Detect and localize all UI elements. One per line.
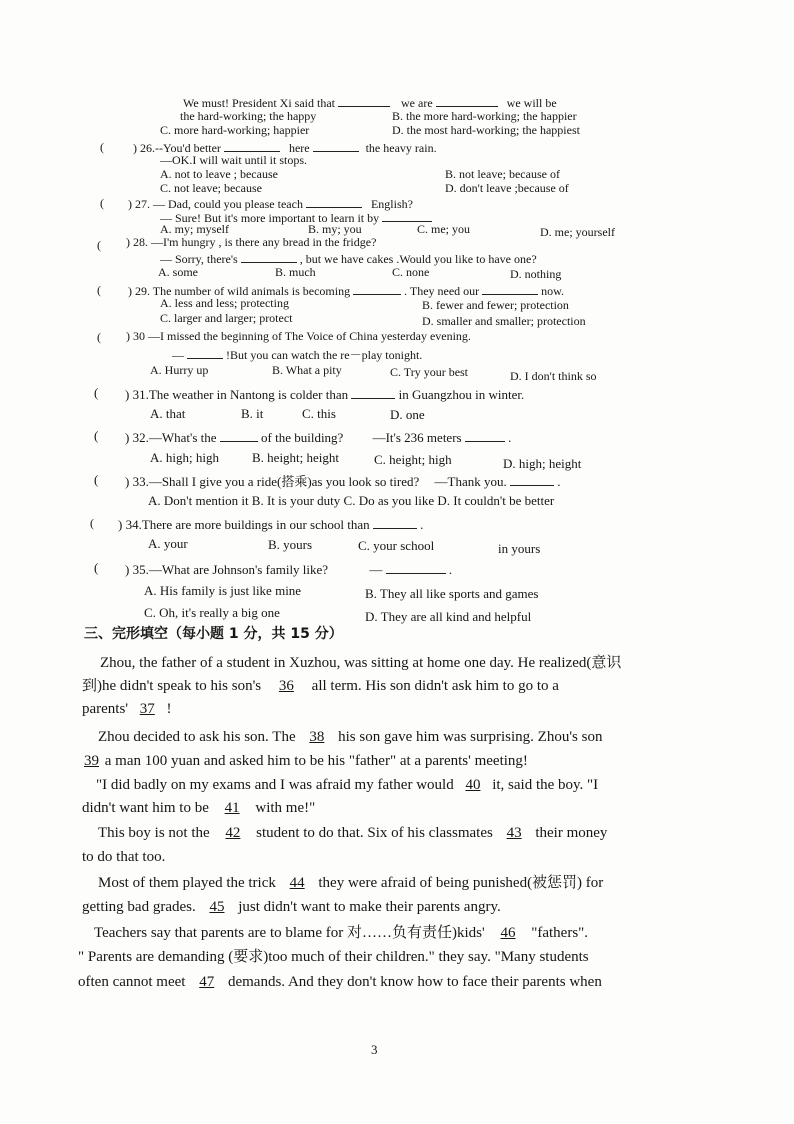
q25-stem: We must! President Xi said that we are we will be <box>183 96 557 110</box>
q34-option-b: B. yours <box>268 537 313 552</box>
answer-blank <box>482 282 538 295</box>
q30-paren: ( <box>97 330 101 344</box>
q33-options: A. Don't mention it B. It is your duty C. Do as you like D. It couldn't be better <box>148 493 555 508</box>
q27-option-a: A. my; myself <box>160 222 229 236</box>
q30-option-a: A. Hurry up <box>150 363 209 377</box>
answer-blank <box>436 94 498 107</box>
blank-number: 44 <box>289 875 305 891</box>
q27-stem: ) 27. — Dad, could you please teach English? <box>128 197 413 211</box>
q29-paren: ( <box>97 283 101 297</box>
q26-option-a: A. not to leave ; because <box>160 167 278 181</box>
q29-option-a: A. less and less; protecting <box>160 296 289 310</box>
blank-number: 45 <box>209 899 225 915</box>
q32-option-d: D. high; height <box>503 456 582 471</box>
q27-option-c: C. me; you <box>417 222 470 236</box>
q29-option-c: C. larger and larger; protect <box>160 311 293 325</box>
q28-option-a: A. some <box>158 265 198 279</box>
answer-blank <box>386 561 446 574</box>
q30-reply: — !But you can watch the re－play tonight. <box>172 348 423 362</box>
q29-option-b: B. fewer and fewer; protection <box>422 298 569 312</box>
blank-number: 42 <box>225 825 241 841</box>
q34-option-c: C. your school <box>358 538 435 553</box>
section-3-heading: 三、完形填空（每小题 1 分，共 15 分） <box>84 626 343 642</box>
blank-number: 43 <box>506 825 522 841</box>
answer-blank <box>353 282 401 295</box>
cloze-line: 到)he didn't speak to his son's 36 all term. His son didn't ask him to go to a <box>82 678 559 694</box>
q35-option-b: B. They all like sports and games <box>365 586 539 601</box>
q30-stem: ) 30 —I missed the beginning of The Voice of China yesterday evening. <box>126 329 471 343</box>
blank-number: 47 <box>199 974 215 990</box>
q29-option-d: D. smaller and smaller; protection <box>422 314 586 328</box>
q26-stem: ) 26.--You'd better here the heavy rain. <box>133 141 437 155</box>
blank-number: 37 <box>139 701 155 717</box>
q34-option-a: A. your <box>148 536 188 551</box>
q26-option-c: C. not leave; because <box>160 181 262 195</box>
q27-option-d: D. me; yourself <box>540 225 615 239</box>
q33-stem: ) 33.—Shall I give you a ride(搭乘)as you look so tired? —Thank you. . <box>125 474 561 489</box>
cloze-line: getting bad grades. 45 just didn't want to make their parents angry. <box>82 899 501 915</box>
answer-blank <box>313 139 359 152</box>
q31-stem: ) 31.The weather in Nantong is colder than in Guangzhou in winter. <box>125 387 525 402</box>
q27-option-b: B. my; you <box>308 222 362 236</box>
q26-paren: ( <box>100 140 104 154</box>
q32-paren: ( <box>94 428 99 443</box>
q32-stem: ) 32.—What's the of the building? —It's 236 meters . <box>125 430 512 445</box>
q28-option-c: C. none <box>392 265 430 279</box>
q25-option-c: C. more hard-working; happier <box>160 123 310 137</box>
q25-option-a: the hard-working; the happy <box>180 109 317 123</box>
blank-number: 36 <box>278 678 294 694</box>
cloze-line: Teachers say that parents are to blame for 对……负有责任)kids' 46 "fathers". <box>94 925 589 941</box>
q32-option-a: A. high; high <box>150 450 219 465</box>
answer-blank <box>382 209 432 222</box>
answer-blank <box>241 250 297 263</box>
cloze-line: This boy is not the 42 student to do that. Six of his classmates 43 their money <box>98 825 608 841</box>
q31-option-a: A. that <box>150 406 186 421</box>
answer-blank <box>465 429 505 442</box>
cloze-line: parents' 37 ! <box>82 701 172 717</box>
q28-reply: — Sorry, there's , but we have cakes .Would you like to have one? <box>160 252 537 266</box>
answer-blank <box>224 139 280 152</box>
q35-paren: ( <box>94 560 99 575</box>
cloze-line: Most of them played the trick 44 they were afraid of being punished(被惩罚) for <box>98 875 604 891</box>
q28-option-b: B. much <box>275 265 316 279</box>
q33-paren: ( <box>94 472 99 487</box>
q27-reply: — Sure! But it's more important to learn it by <box>160 209 432 224</box>
q32-option-b: B. height; height <box>252 450 340 465</box>
q31-option-d: D. one <box>390 407 425 422</box>
answer-blank <box>187 346 223 359</box>
cloze-line: didn't want him to be 41 with me!" <box>82 800 316 816</box>
answer-blank <box>338 94 390 107</box>
q35-stem: ) 35.—What are Johnson's family like? — . <box>125 562 453 577</box>
cloze-line: Zhou decided to ask his son. The 38 his son gave him was surprising. Zhou's son <box>98 729 603 745</box>
blank-number: 41 <box>224 800 240 816</box>
page-number: 3 <box>371 1042 378 1057</box>
q35-option-a: A. His family is just like mine <box>144 583 302 598</box>
cloze-line: " Parents are demanding (要求)too much of their children." they say. "Many students <box>78 949 589 965</box>
cloze-line: "I did badly on my exams and I was afraid my father would 40 it, said the boy. "I <box>96 777 599 793</box>
q27-paren: ( <box>100 196 104 210</box>
q32-option-c: C. height; high <box>374 452 452 467</box>
q34-paren: ( <box>90 516 94 530</box>
blank-number: 38 <box>309 729 325 745</box>
answer-blank <box>220 429 258 442</box>
q25-option-b: B. the more hard-working; the happier <box>392 109 577 123</box>
q31-option-b: B. it <box>241 406 264 421</box>
cloze-line: to do that too. <box>82 849 166 865</box>
answer-blank <box>510 473 554 486</box>
q34-option-d: in yours <box>498 541 541 556</box>
blank-number: 46 <box>500 925 516 941</box>
cloze-line: 39 a man 100 yuan and asked him to be his "father" at a parents' meeting! <box>84 753 528 769</box>
q28-stem: ) 28. —I'm hungry , is there any bread in the fridge? <box>126 235 377 249</box>
q35-option-c: C. Oh, it's really a big one <box>144 605 280 620</box>
blank-number: 40 <box>465 777 481 793</box>
q26-option-d: D. don't leave ;because of <box>445 181 569 195</box>
q29-stem: ) 29. The number of wild animals is becoming . They need our now. <box>128 284 565 298</box>
blank-number: 39 <box>84 753 99 769</box>
q30-option-b: B. What a pity <box>272 363 342 377</box>
q30-option-c: C. Try your best <box>390 365 469 379</box>
q35-option-d: D. They are all kind and helpful <box>365 609 532 624</box>
cloze-line: Zhou, the father of a student in Xuzhou, was sitting at home one day. He realized(意识 <box>100 655 622 671</box>
q25-option-d: D. the most hard-working; the happiest <box>392 123 580 137</box>
q28-option-d: D. nothing <box>510 267 562 281</box>
answer-blank <box>306 195 362 208</box>
q26-option-b: B. not leave; because of <box>445 167 560 181</box>
answer-blank <box>373 516 417 529</box>
answer-blank <box>351 386 395 399</box>
q26-reply: —OK.I will wait until it stops. <box>160 153 307 167</box>
q31-paren: ( <box>94 385 99 400</box>
cloze-line: often cannot meet 47 demands. And they don't know how to face their parents when <box>78 974 602 990</box>
q28-paren: ( <box>97 238 101 252</box>
q30-option-d: D. I don't think so <box>510 369 597 383</box>
q31-option-c: C. this <box>302 406 336 421</box>
q34-stem: ) 34.There are more buildings in our school than . <box>118 517 424 532</box>
